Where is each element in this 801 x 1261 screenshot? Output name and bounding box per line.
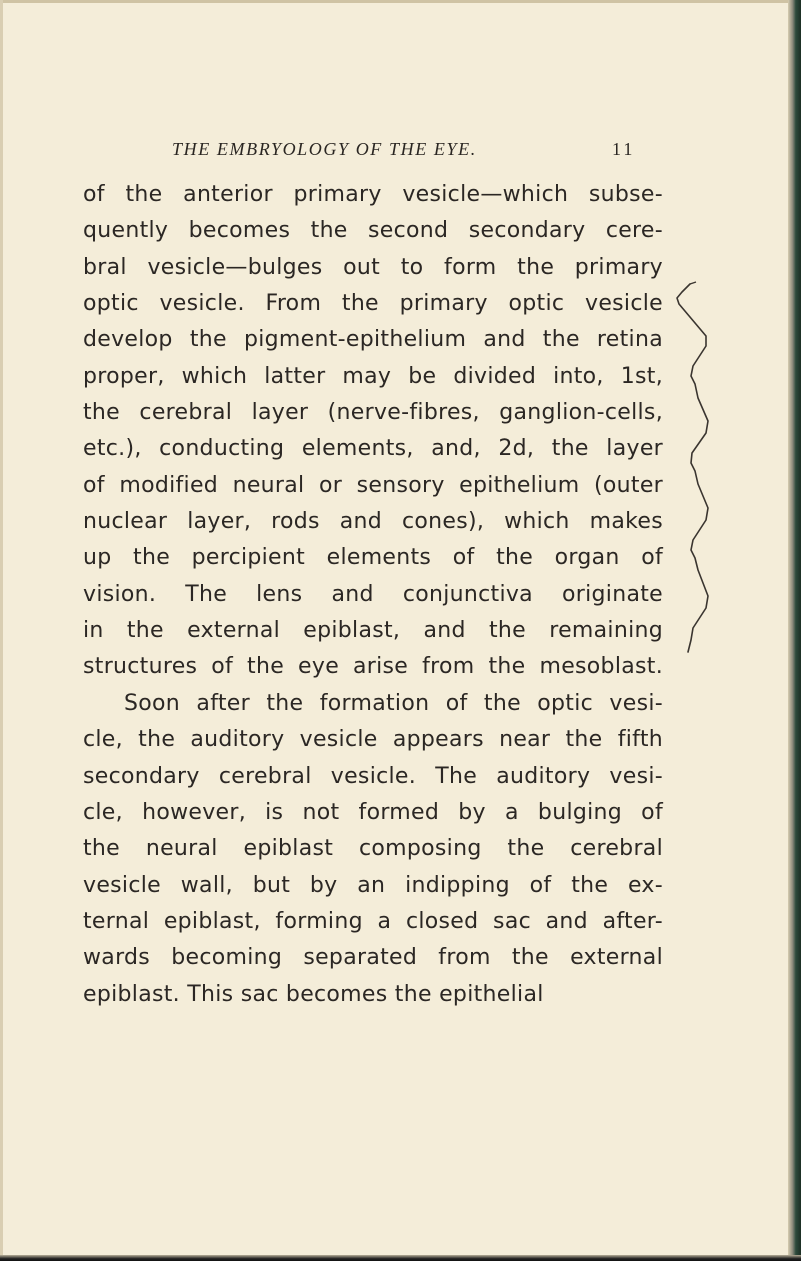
text-line: nuclear layer, rods and cones), which makes <box>83 509 663 535</box>
paragraph-start-line: Soon after the formation of the optic vesi- <box>124 690 663 716</box>
zigzag-bracket-icon <box>662 278 722 678</box>
page-bottom-edge <box>0 1255 801 1261</box>
body-text <box>83 177 663 1013</box>
text-line: the neural epiblast composing the cerebral <box>83 836 663 862</box>
text-line: cle, however, is not formed by a bulging of <box>83 799 663 825</box>
text-line: proper, which latter may be divided into, 1st, <box>83 363 663 389</box>
page-top-edge <box>0 0 801 3</box>
text-line: etc.), conducting elements, and, 2d, the layer <box>83 436 663 462</box>
text-line: the cerebral layer (nerve-fibres, ganglion-cells, <box>83 400 663 426</box>
text-line: optic vesicle. From the primary optic vesicle <box>83 291 663 317</box>
text-line: of modified neural or sensory epithelium (outer <box>83 472 663 498</box>
text-line: vesicle wall, but by an indipping of the ex- <box>83 872 663 898</box>
book-spine-edge <box>788 0 801 1261</box>
page-left-edge <box>0 0 3 1261</box>
text-line: ternal epiblast, forming a closed sac and after- <box>83 908 663 934</box>
running-header <box>172 139 652 167</box>
text-line: vision. The lens and conjunctiva originate <box>83 581 663 607</box>
text-line: secondary cerebral vesicle. The auditory vesi- <box>83 763 663 789</box>
page-number: 11 <box>612 139 636 159</box>
text-line: cle, the auditory vesicle appears near the fifth <box>83 727 663 753</box>
text-line: wards becoming separated from the external <box>83 945 663 971</box>
running-title: THE EMBRYOLOGY OF THE EYE. <box>172 139 477 159</box>
text-line: epiblast. This sac becomes the epithelial <box>83 981 544 1007</box>
text-line: up the percipient elements of the organ of <box>83 545 663 571</box>
text-line: structures of the eye arise from the mesoblast. <box>83 654 663 680</box>
text-line: quently becomes the second secondary cere- <box>83 218 663 244</box>
text-line: develop the pigment-epithelium and the retina <box>83 327 663 353</box>
text-line: in the external epiblast, and the remaining <box>83 618 663 644</box>
text-line: of the anterior primary vesicle—which subse- <box>83 182 663 207</box>
text-line: bral vesicle—bulges out to form the primary <box>83 254 663 280</box>
